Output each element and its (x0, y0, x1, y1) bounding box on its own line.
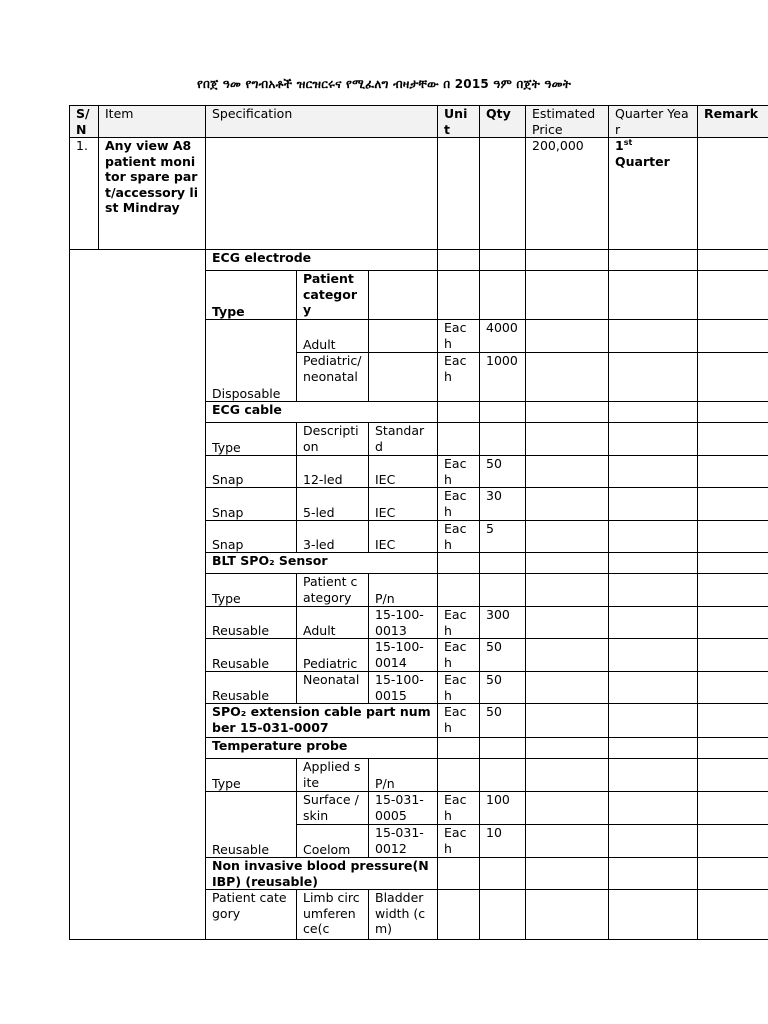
cell-qty: 4000 (480, 320, 526, 353)
cell-type: Disposable (206, 320, 297, 402)
cell-qty: 50 (480, 456, 526, 488)
header-quarter-year: Quarter Year (609, 106, 698, 138)
cell-category: Adult (297, 320, 369, 353)
cell-unit: Each (438, 521, 480, 553)
header-remark: Remark (698, 106, 768, 138)
section-ecg-electrode: ECG electrode (206, 250, 438, 271)
cell-type: Snap (206, 488, 297, 521)
quarter-number: 1 (615, 138, 624, 153)
cell-unit: Each (438, 639, 480, 672)
cell-type: Snap (206, 521, 297, 553)
cell-pn: 15-100-0014 (369, 639, 438, 672)
cell-type: Reusable (206, 607, 297, 639)
col-patient-category: Patient category (297, 574, 369, 607)
cell-pn: 15-031-0012 (369, 825, 438, 858)
cell-qty: 1000 (480, 353, 526, 402)
col-description: Description (297, 423, 369, 456)
cell-site: Coelom (297, 825, 369, 858)
col-type: Type (206, 574, 297, 607)
cell-unit: Each (438, 704, 480, 738)
header-qty: Qty (480, 106, 526, 138)
cell-category: Neonatal (297, 672, 369, 704)
cell-unit: Each (438, 488, 480, 521)
col-limb-circumference: Limb circumference(c (297, 890, 369, 940)
procurement-table (69, 105, 768, 940)
cell-qty: 300 (480, 607, 526, 639)
cell-qty: 10 (480, 825, 526, 858)
cell-qty: 30 (480, 488, 526, 521)
item-estimated-price: 200,000 (526, 138, 609, 250)
spacer-cell (70, 250, 206, 940)
cell-unit: Each (438, 792, 480, 825)
col-pn: P/n (369, 574, 438, 607)
cell-category: Pediatric/neonatal (297, 353, 369, 402)
quarter-suffix: st (623, 137, 633, 147)
header-item: Item (99, 106, 206, 138)
header-specification: Specification (206, 106, 438, 138)
col-type: Type (206, 271, 297, 320)
cell-pn: 15-100-0013 (369, 607, 438, 639)
header-unit: Unit (438, 106, 480, 138)
cell-description: 3-led (297, 521, 369, 553)
section-row (70, 250, 768, 271)
section-nibp: Non invasive blood pressure(NIBP) (reusable) (206, 858, 438, 890)
item-name: Any view A8 patient monitor spare part/accessory list Mindray (99, 138, 206, 250)
document-heading: የበጀ ዓመ የግብአቶች ዝርዝርሩና የሚፈለግ ብዛታቸው በ 2015 ዓም በጀት ዓመት (196, 77, 572, 91)
col-patient-category: Patient category (297, 271, 369, 320)
header-estimated-price: Estimated Price (526, 106, 609, 138)
cell-category: Adult (297, 607, 369, 639)
cell-qty: 5 (480, 521, 526, 553)
cell-qty: 50 (480, 672, 526, 704)
section-spo2-extension: SPO₂ extension cable part number 15-031-0007 (206, 704, 438, 738)
cell-type: Snap (206, 456, 297, 488)
cell-type: Reusable (206, 672, 297, 704)
section-spo2-sensor: BLT SPO₂ Sensor (206, 553, 438, 574)
header-sn: S/N (70, 106, 99, 138)
cell-standard: IEC (369, 521, 438, 553)
cell-unit: Each (438, 607, 480, 639)
cell-site: Surface / skin (297, 792, 369, 825)
cell-category: Pediatric (297, 639, 369, 672)
cell-pn: 15-100-0015 (369, 672, 438, 704)
col-pn: P/n (369, 759, 438, 792)
cell-standard: IEC (369, 456, 438, 488)
cell-unit: Each (438, 825, 480, 858)
col-patient-category: Patient category (206, 890, 297, 940)
cell-qty: 50 (480, 639, 526, 672)
cell-unit: Each (438, 456, 480, 488)
header-row (70, 106, 768, 138)
col-applied-site: Applied site (297, 759, 369, 792)
col-type: Type (206, 423, 297, 456)
item-qty (480, 138, 526, 250)
cell-unit: Each (438, 320, 480, 353)
col-standard: Standard (369, 423, 438, 456)
cell-unit: Each (438, 672, 480, 704)
cell-standard: IEC (369, 488, 438, 521)
cell-description: 12-led (297, 456, 369, 488)
cell-type: Reusable (206, 639, 297, 672)
col-bladder-width: Bladder width (cm) (369, 890, 438, 940)
cell-qty: 50 (480, 704, 526, 738)
item-remark (698, 138, 768, 250)
item-unit (438, 138, 480, 250)
section-ecg-cable: ECG cable (206, 402, 438, 423)
cell-qty: 100 (480, 792, 526, 825)
section-temperature-probe: Temperature probe (206, 738, 438, 759)
item-row (70, 138, 768, 250)
col-type: Type (206, 759, 297, 792)
item-sn: 1. (70, 138, 99, 250)
item-quarter (609, 138, 698, 250)
cell-description: 5-led (297, 488, 369, 521)
cell-type: Reusable (206, 792, 297, 858)
cell-pn: 15-031-0005 (369, 792, 438, 825)
item-specification (206, 138, 438, 250)
cell-unit: Each (438, 353, 480, 402)
quarter-word: Quarter (615, 153, 670, 169)
